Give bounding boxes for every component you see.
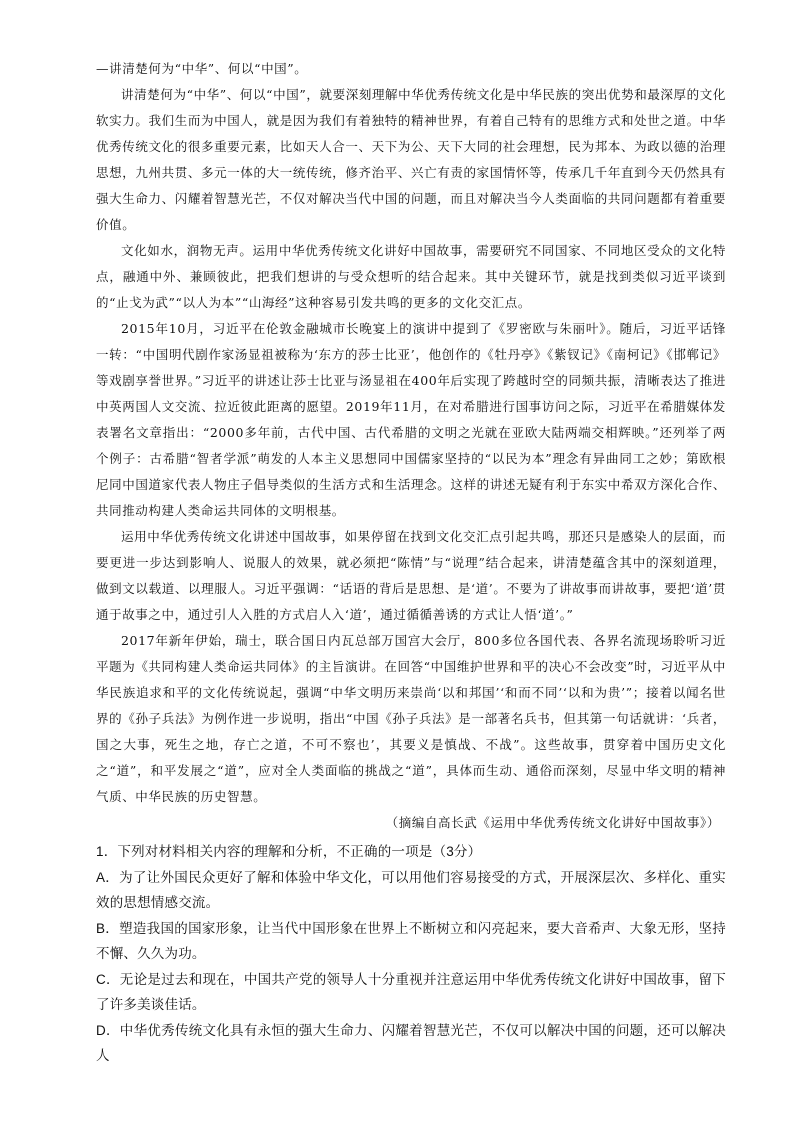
article-paragraph: 文化如水，润物无声。运用中华优秀传统文化讲好中国故事，需要研究不同国家、不同地区受众的文化特点，融通中外、兼顾彼此，把我们想讲的与受众想听的结合起来。其中关键环节，就是找到类似习近平谈到的“止戈为武”“以人为本”“山海经”这种容易引发共鸣的更多的文化交汇点。	[96, 243, 726, 310]
option-a: A．为了让外国民众更好了解和体验中华文化，可以用他们容易接受的方式，开展深层次、多样化、重实效的思想情感交流。	[96, 869, 726, 910]
question-stem: 1．下列对材料相关内容的理解和分析，不正确的一项是（3分）	[96, 844, 482, 859]
article-source: （摘编自高长武《运用中华优秀传统文化讲好中国故事》）	[385, 815, 720, 830]
option-c: C．无论是过去和现在，中国共产党的领导人十分重视并注意运用中华优秀传统文化讲好中国故事，留下了许多美谈佳话。	[96, 971, 726, 1012]
option-b: B．塑造我国的国家形象，让当代中国形象在世界上不断树立和闪亮起来，要大音希声、大象无形，坚持不懈、久久为功。	[96, 920, 726, 961]
article-paragraph: 运用中华优秀传统文化讲述中国故事，如果停留在找到文化交汇点引起共鸣，那还只是感染人的层面，而要更进一步达到影响人、说服人的效果，就必须把“陈情”与“说理”结合起来，讲清楚蕴含其中的深刻道理，做到文以载道、以理服人。习近平强调：“话语的背后是思想、是‘道’。不要为了讲故事而讲故事，要把‘道’贯通于故事之中，通过引人入胜的方式启人入‘道’，通过循循善诱的方式让人悟‘道’。”	[96, 529, 726, 622]
article-body	[96, 56, 726, 836]
article-paragraph: 讲清楚何为“中华”、何以“中国”，就要深刻理解中华优秀传统文化是中华民族的突出优势和最深厚的文化软实力。我们生而为中国人，就是因为我们有着独特的精神世界，有着自己特有的思维方式和处世之道。中华优秀传统文化的很多重要元素，比如天人合一、天下为公、天下大同的社会理想，民为邦本、为政以德的治理思想，九州共贯、多元一体的大一统传统，修齐治平、兴亡有责的家国情怀等，传承几千年直到今天仍然具有强大生命力、闪耀着智慧光芒，不仅对解决当代中国的问题，而且对解决当今人类面临的共同问题都有着重要价值。	[96, 87, 726, 232]
opening-line: —讲清楚何为“中华”、何以“中国”。	[96, 61, 308, 76]
article-paragraph: 2015年10月，习近平在伦敦金融城市长晚宴上的演讲中提到了《罗密欧与朱丽叶》。随后，习近平话锋一转：“中国明代剧作家汤显祖被称为‘东方的莎士比亚’，他创作的《牡丹亭》《紫钗记》《南柯记》《邯郸记》等戏剧享誉世界。”习近平的讲述让莎士比亚与汤显祖在400年后实现了跨越时空的同频共振，清晰表达了推进中英两国人文交流、拉近彼此距离的愿望。2019年11月，在对希腊进行国事访问之际，习近平在希腊媒体发表署名文章指出：“2000多年前，古代中国、古代希腊的文明之光就在亚欧大陆两端交相辉映。”还列举了两个例子：古希腊“智者学派”萌发的人本主义思想同中国儒家坚持的“以民为本”理念有异曲同工之妙；第欧根尼同中国道家代表人物庄子倡导类似的生活方式和生活理念。这样的讲述无疑有利于东实中希双方深化合作、共同推动构建人类命运共同体的文明根基。	[96, 321, 726, 518]
question-1	[96, 839, 726, 1069]
article-paragraph: 2017年新年伊始，瑞士，联合国日内瓦总部万国宫大会厅，800多位各国代表、各界名流现场聆听习近平题为《共同构建人类命运共同体》的主旨演讲。在回答“中国维护世界和平的决心不会改变”时，习近平从中华民族追求和平的文化传统说起，强调“中华文明历来崇尚‘以和邦国’‘和而不同’‘以和为贵’”；接着以闻名世界的《孙子兵法》为例作进一步说明，指出“中国《孙子兵法》是一部著名兵书，但其第一句话就讲：‘兵者，国之大事，死生之地，存亡之道，不可不察也’，其要义是慎战、不战”。这些故事，贯穿着中国历史文化之“道”，和平发展之“道”，应对全人类面临的挑战之“道”，具体而生动、通俗而深刻，尽显中华文明的精神气质、中华民族的历史智慧。	[96, 633, 726, 804]
document-page	[96, 56, 726, 1069]
option-d: D．中华优秀传统文化具有永恒的强大生命力、闪耀着智慧光芒，不仅可以解决中国的问题，还可以解决人	[96, 1022, 726, 1063]
